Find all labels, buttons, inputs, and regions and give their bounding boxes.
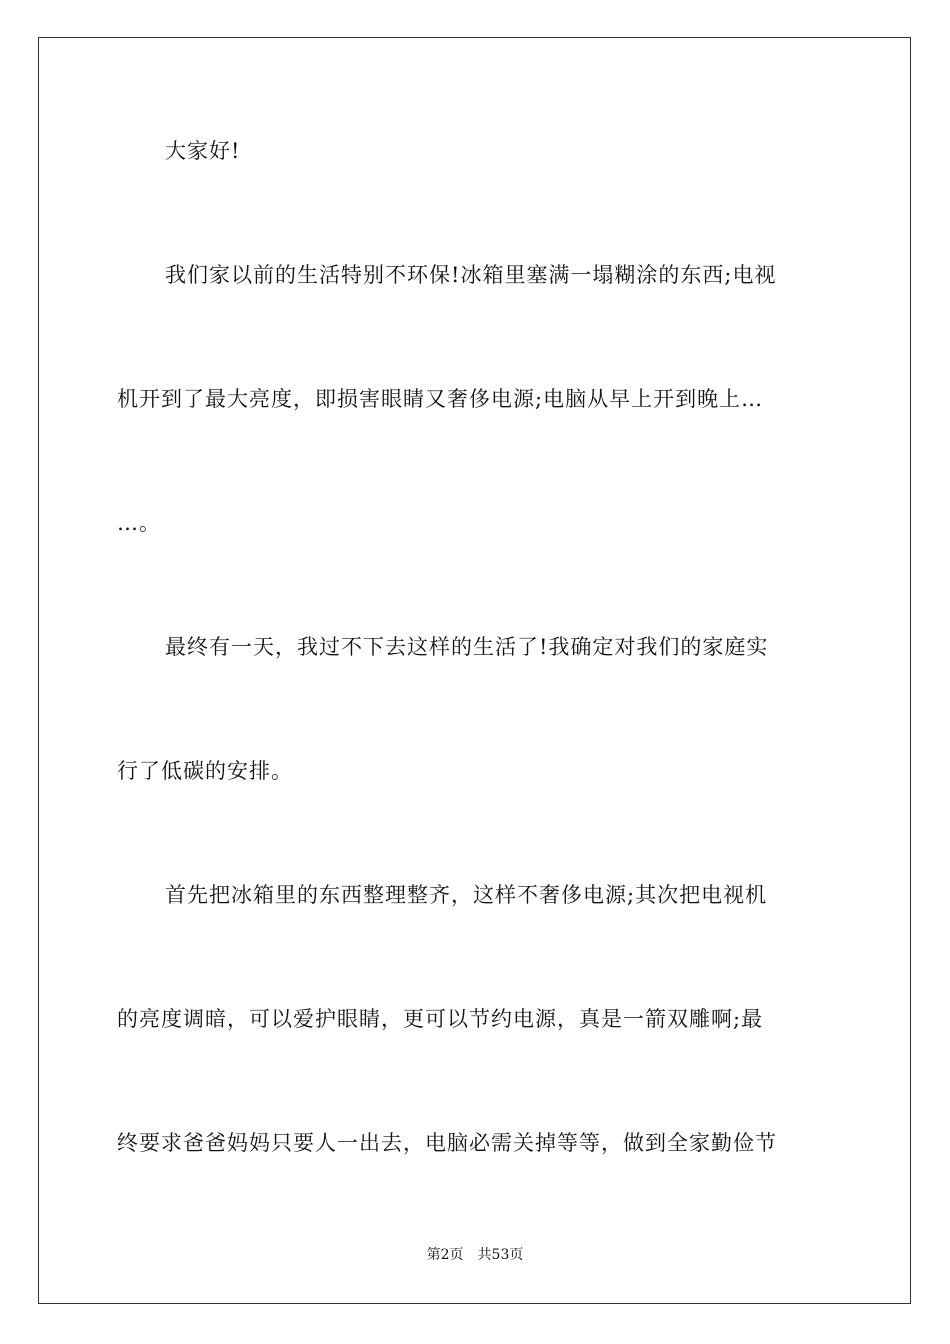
document-page [38, 37, 911, 1304]
page-footer [0, 1246, 950, 1264]
paragraph-line: 行了低碳的安排。 [117, 759, 293, 783]
paragraph-line: 我们家以前的生活特别不环保!冰箱里塞满一塌糊涂的东西;电视 [165, 263, 777, 287]
paragraph-line: 大家好! [165, 139, 241, 163]
paragraph-line: 首先把冰箱里的东西整理整齐，这样不奢侈电源;其次把电视机 [165, 883, 768, 907]
paragraph-line: …。 [117, 511, 161, 535]
paragraph-line: 最终有一天，我过不下去这样的生活了!我确定对我们的家庭实 [165, 635, 769, 659]
paragraph-line: 机开到了最大亮度，即损害眼睛又奢侈电源;电脑从早上开到晚上… [117, 387, 764, 411]
paragraph-line: 终要求爸爸妈妈只要人一出去，电脑必需关掉等等，做到全家勤俭节 [117, 1131, 777, 1155]
page-total: 共53页 [477, 1247, 524, 1263]
paragraph-line: 的亮度调暗，可以爱护眼睛，更可以节约电源，真是一箭双雕啊;最 [117, 1007, 764, 1031]
page-number: 第2页 [426, 1247, 464, 1263]
